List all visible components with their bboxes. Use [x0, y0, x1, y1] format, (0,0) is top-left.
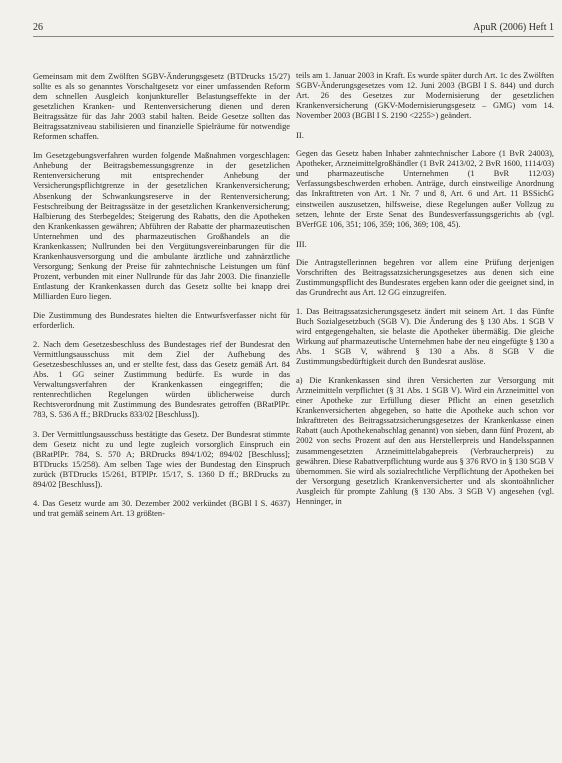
- paragraph: Die Antragstellerinnen begehren vor allem eine Prüfung derjenigen Vorschriften des Beitragssatzsicherungsgesetzes aus denen sich eine Zustimmungspflicht des Bundesrates ergeben kann oder die geeignet sind, in das Grundrecht aus Art. 12 GG einzugreifen.: [296, 257, 554, 297]
- page-number: 26: [33, 22, 43, 33]
- section-heading: III.: [296, 238, 307, 249]
- paragraph: Im Gesetzgebungsverfahren wurden folgende Maßnahmen vorgeschlagen: Anhebung der Beitragsbemessungsgrenze in der gesetzlichen Rentenversicherung mit entsprechender Anhebung der Versicherungspflichtgrenze in der gesetzlichen Krankenversicherung; Absenkung der Schwankungsreserve in der Rentenversicherung; Festschreibung der Beitragssätze in der gesetzlichen Krankenversicherung; Halbierung des Sterbegeldes; Steigerung des Rabatts, den die Apotheken den Krankenkassen gewähren; Abführen der Rabatte der pharmazeutischen Unternehmen und des pharmazeutischen Großhandels an die Krankenkassen; Nullrunden bei den Vergütungsvereinbarungen für die Krankenhausversorgung und die ambulante ärztliche und zahnärztliche Versorgung; Senkung der Preise für zahntechnische Leistungen um fünf Prozent, verbunden mit einer Nullrunde für das Jahr 2003. Die finanzielle Entlastung der Krankenkassen durch das Gesetz sollte bei knapp drei Milliarden Euro liegen.: [33, 151, 290, 301]
- paragraph: 4. Das Gesetz wurde am 30. Dezember 2002 verkündet (BGBl I S. 4637) und trat gemäß seinem Art. 13 größten-: [33, 498, 290, 518]
- right-column: [296, 71, 554, 516]
- left-column: [33, 72, 290, 528]
- paragraph: teils am 1. Januar 2003 in Kraft. Es wurde später durch Art. 1c des Zwölften SGBV-Änderungsgesetzes vom 12. Juni 2003 (BGBl I S. 844) und durch Art. 26 des Gesetzes zur Modernisierung der gesetzlichen Krankenversicherung (GKV-Modernisierungsgesetz – GMG) vom 14. November 2003 (BGBl I S. 2190 <2255>) geändert.: [296, 71, 554, 121]
- journal-reference: ApuR (2006) Heft 1: [473, 22, 554, 33]
- paragraph: Gemeinsam mit dem Zwölften SGBV-Änderungsgesetz (BTDrucks 15/27) sollte es als so genanntes Vorschaltgesetz vor einer umfassenden Reform dem schnellen Ausgleich konjunktureller Belastungseffekte in der gesetzlichen Kranken- und Rentenversicherung dienen und deren Beitragssätze für das Jahr 2003 stabil halten. Beide Gesetze sollten das Beitragssatzniveau stabilisieren und finanzielle Spielräume für notwendige Reformen schaffen.: [33, 72, 290, 142]
- paragraph: Gegen das Gesetz haben Inhaber zahntechnischer Labore (1 BvR 24003), Apotheker, Arzneimittelgroßhändler (1 BvR 2413/02, 2 BvR 1600, 1114/03) und pharmazeutische Unternehmen (1 BvR 112/03) Verfassungsbeschwerden erhoben. Anträge, durch einstweilige Anordnung das Inkrafttreten von Art. 1 Nr. 7 und 8, Art. 6 und Art. 11 BSSichG einstweilen auszusetzen, hilfsweise, diese Regelungen außer Vollzug zu setzen, lehnte der Erste Senat des Bundesverfassungsgerichts ab (vgl. BVerfGE 106, 351; 106, 359; 106, 369; 108, 45).: [296, 149, 554, 229]
- paragraph: Die Zustimmung des Bundesrates hielten die Entwurfsverfasser nicht für erforderlich.: [33, 311, 290, 331]
- page-header: [33, 20, 554, 37]
- paragraph: 3. Der Vermittlungsausschuss bestätigte das Gesetz. Der Bundesrat stimmte dem Gesetz nicht zu und legte zugleich vorsorglich Einspruch ein (BRatPlPr. 784, S. 570 A; BRDrucks 894/1/02; 894/02 [Beschluss]; BTDrucks 15/258). Am selben Tage wies der Bundestag den Einspruch zurück (BTDrucks 15/261, BTPlPr. 15/17, S. 1360 D ff.; BRDrucks zu 894/02 [Beschluss]).: [33, 429, 290, 489]
- paragraph: 1. Das Beitragssatzsicherungsgesetz ändert mit seinem Art. 1 das Fünfte Buch Sozialgesetzbuch (SGB V). Die Änderung des § 130 Abs. 1 SGB V wird entgegengehalten, sie belaste die Apotheker übermäßig. Die gleiche Wirkung auf pharmazeutische Unternehmen habe der neu eingefügte § 130 a Abs. 1 SGB V, während § 130 a Abs. 8 SGB V die Zustimmungsbedürftigkeit durch den Bundesrat auslöse.: [296, 306, 554, 367]
- section-heading: II.: [296, 130, 304, 141]
- paragraph: 2. Nach dem Gesetzesbeschluss des Bundestages rief der Bundesrat den Vermittlungsausschuss mit dem Ziel der Aufhebung des Gesetzesbeschlusses an, und er stellte fest, dass das Gesetz gemäß Art. 84 Abs. 1 GG seiner Zustimmung bedürfe. Es wurde in das Verwaltungsverfahren der Krankenkassen eingegriffen; die rentenrechtlichen Regelungen würden üblicherweise durch Rechtsverordnung mit Zustimmung des Bundesrates getroffen (BRatPlPr. 783, S. 536 A ff.; BRDrucks 833/02 [Beschluss]).: [33, 340, 290, 420]
- paragraph: a) Die Krankenkassen sind ihren Versicherten zur Versorgung mit Arzneimitteln verpflichtet (§ 31 Abs. 1 SGB V). Wird ein Arzneimittel von einer Apotheke zur Erfüllung dieser Pflicht an einen gesetzlich Krankenversicherten abgegeben, so hatte die Apotheke auch schon vor Inkrafttreten des Beitragssatzsicherungsgesetzes der Krankenkasse einen Rabatt (auch Apothekenabschlag genannt) von sieben, dann fünf Prozent, ab 2002 von sechs Prozent auf den aus Herstellerpreis und Handelsspannen zusammengesetzten Arzneimittelabgabepreis (Verbraucherpreis) zu gewähren. Diese Rabattverpflichtung wurde aus § 376 RVO in § 130 SGB V übernommen. Sie wird als sozialrechtliche Verpflichtung der Apotheken bei der Versorgung gesetzlich Krankenversicherter und als skontoähnlicher Ausgleich für prompte Zahlung (§ 130 Abs. 3 SGB V) angesehen (vgl. Henninger, in: [296, 376, 554, 506]
